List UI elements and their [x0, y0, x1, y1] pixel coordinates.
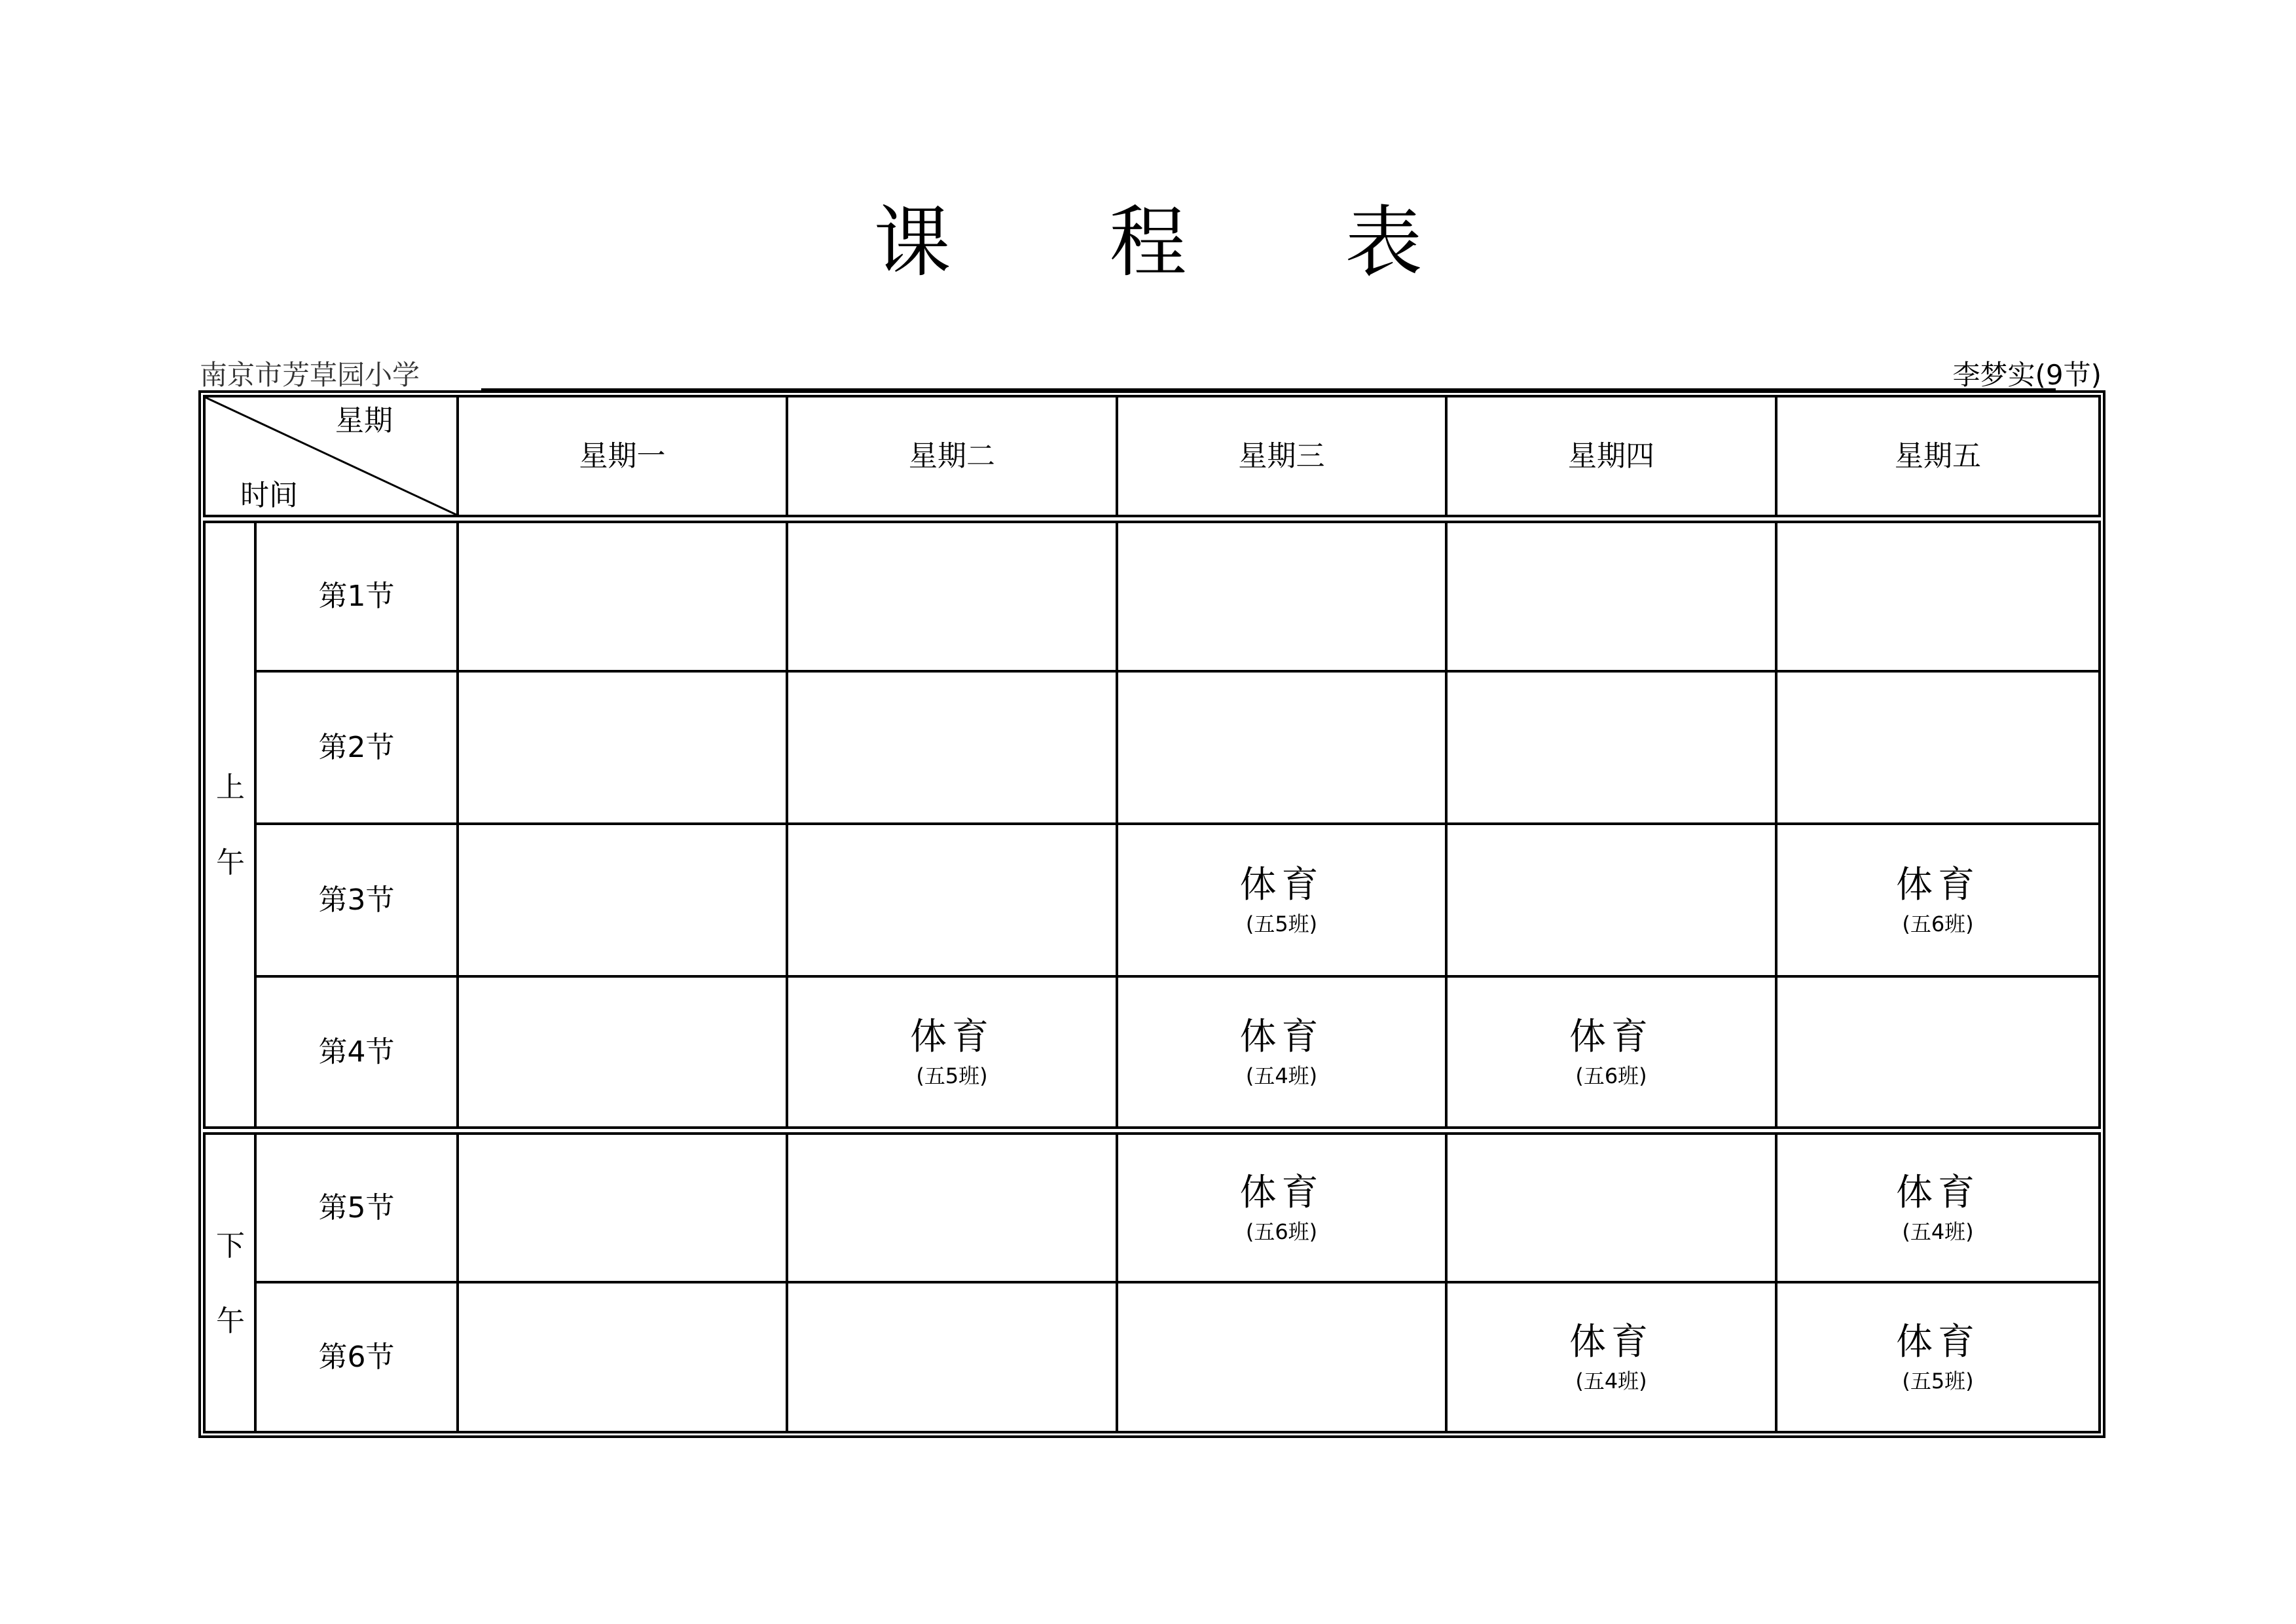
- course-name: 体育: [1239, 1171, 1324, 1214]
- course-class: (五6班): [1245, 1219, 1318, 1244]
- course-cell-p4-wed: [1118, 978, 1445, 1126]
- course-class: (五5班): [1902, 1368, 1974, 1393]
- course-class: (五6班): [1902, 911, 1974, 936]
- day-header-mon: 星期一: [579, 439, 666, 473]
- course-name: 体育: [1569, 1015, 1653, 1058]
- title-char-2: 程: [1109, 197, 1187, 287]
- course-class: (五5班): [916, 1063, 988, 1088]
- corner-time-label: 时间: [240, 479, 298, 512]
- course-cell-p5-wed: [1118, 1135, 1445, 1281]
- period-label-6: 第6节: [318, 1340, 395, 1374]
- day-header-tue: 星期二: [909, 439, 995, 473]
- period-label-3: 第3节: [318, 883, 395, 917]
- page-title: [0, 196, 2296, 288]
- course-name: 体育: [1896, 1320, 1980, 1363]
- period-label-5: 第5节: [318, 1190, 395, 1225]
- course-class: (五5班): [1245, 911, 1318, 936]
- course-class: (五4班): [1902, 1219, 1974, 1244]
- course-name: 体育: [1896, 863, 1980, 906]
- period-label-1: 第1节: [318, 580, 395, 613]
- period-label-2: 第2节: [318, 730, 395, 764]
- session-afternoon-char-2: 午: [216, 1304, 245, 1338]
- course-cell-p3-wed: [1118, 825, 1445, 975]
- course-class: (五4班): [1575, 1368, 1647, 1393]
- course-name: 体育: [1239, 863, 1324, 906]
- course-cell-p4-tue: [788, 978, 1116, 1126]
- course-name: 体育: [1896, 1171, 1980, 1214]
- course-cell-p6-fri: [1777, 1283, 2098, 1431]
- course-name: 体育: [910, 1015, 994, 1058]
- course-name: 体育: [1239, 1015, 1324, 1058]
- teacher-name: 李梦实(9节): [1952, 359, 2102, 391]
- day-header-wed: 星期三: [1238, 439, 1325, 473]
- school-name: 南京市芳草园小学: [200, 359, 420, 391]
- session-afternoon-char-1: 下: [216, 1229, 245, 1263]
- corner-week-label: 星期: [335, 404, 393, 437]
- course-cell-p5-fri: [1777, 1135, 2098, 1281]
- course-cell-p4-thu: [1448, 978, 1775, 1126]
- grid-hline: [255, 670, 2101, 673]
- course-name: 体育: [1569, 1320, 1653, 1363]
- session-morning-char-1: 上: [216, 771, 245, 804]
- title-char-1: 课: [873, 197, 951, 287]
- day-header-thu: 星期四: [1568, 439, 1654, 473]
- period-label-4: 第4节: [318, 1035, 395, 1069]
- day-header-fri: 星期五: [1895, 439, 1981, 473]
- title-char-3: 表: [1345, 197, 1423, 287]
- course-class: (五6班): [1575, 1063, 1647, 1088]
- session-morning-char-2: 午: [216, 846, 245, 879]
- course-cell-p3-fri: [1777, 825, 2098, 975]
- course-class: (五4班): [1245, 1063, 1318, 1088]
- course-cell-p6-thu: [1448, 1283, 1775, 1431]
